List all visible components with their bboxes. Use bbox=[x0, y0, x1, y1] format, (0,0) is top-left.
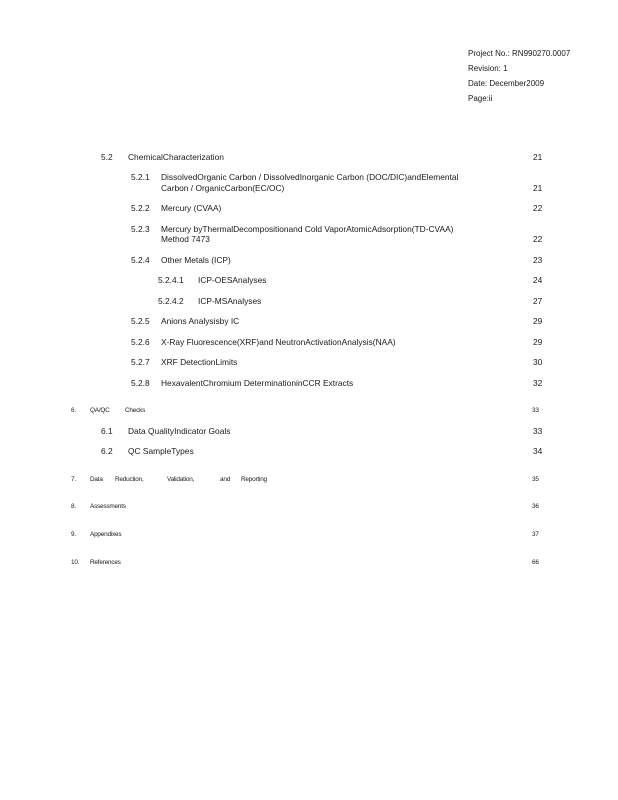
toc-number: 5.2.7 bbox=[131, 357, 150, 367]
toc-title-line1: Mercury byThermalDecompositionand Cold VaporAtomicAdsorption(TD-CVAA) bbox=[161, 224, 454, 234]
toc-title: Assessments bbox=[90, 503, 126, 510]
toc-title: Appendixes bbox=[90, 531, 122, 538]
toc-title: References bbox=[90, 559, 121, 566]
toc-title: Anions Analysisby IC bbox=[161, 316, 240, 326]
toc-page: 36 bbox=[532, 503, 539, 510]
toc-title: ChemicalCharacterization bbox=[128, 152, 224, 162]
toc-number: 5.2.5 bbox=[131, 316, 150, 326]
toc-title-part1: QA/QC bbox=[90, 407, 110, 414]
toc-number: 8. bbox=[71, 503, 76, 510]
toc-page: 66 bbox=[532, 559, 539, 566]
toc-page: 29 bbox=[533, 316, 543, 326]
toc-number: 5.2.2 bbox=[131, 203, 150, 213]
toc-page: 21 bbox=[533, 183, 543, 193]
toc-page: 22 bbox=[533, 234, 543, 244]
toc-title-line1: DissolvedOrganic Carbon / DissolvedInorganic Carbon (DOC/DIC)andElemental bbox=[161, 172, 459, 182]
toc-title: Data QualityIndicator Goals bbox=[128, 426, 231, 436]
toc-page: 30 bbox=[533, 357, 543, 367]
toc-title: QC SampleTypes bbox=[128, 446, 194, 456]
toc-number: 5.2.1 bbox=[131, 172, 150, 182]
toc-number: 5.2.4 bbox=[131, 255, 150, 265]
toc-title-line2: Carbon / OrganicCarbon(EC/OC) bbox=[161, 183, 285, 193]
toc-page: 32 bbox=[533, 378, 543, 388]
toc-number: 5.2.4.1 bbox=[158, 275, 184, 285]
revision: Revision: 1 bbox=[468, 64, 508, 73]
toc-number: 5.2.3 bbox=[131, 224, 150, 234]
toc-page: 33 bbox=[533, 426, 543, 436]
toc-number: 5.2.8 bbox=[131, 378, 150, 388]
toc-page: 33 bbox=[532, 407, 539, 414]
toc-page: 21 bbox=[533, 152, 543, 162]
toc-title: XRF DetectionLimits bbox=[161, 357, 238, 367]
toc-page: 27 bbox=[533, 296, 543, 306]
toc-title-part2: Checks bbox=[125, 407, 146, 414]
toc-page: 35 bbox=[532, 476, 539, 483]
toc-number: 6.2 bbox=[101, 446, 113, 456]
toc-page: 22 bbox=[533, 203, 543, 213]
toc-title: ICP-OESAnalyses bbox=[198, 275, 267, 285]
toc-title-word: Reduction, bbox=[115, 476, 144, 483]
page-number: Page:ii bbox=[468, 94, 493, 103]
toc-title: X-Ray Fluorescence(XRF)and NeutronActivationAnalysis(NAA) bbox=[161, 337, 396, 347]
toc-page: 34 bbox=[533, 446, 543, 456]
project-number: Project No.: RN990270.0007 bbox=[468, 49, 571, 58]
toc-page: 37 bbox=[532, 531, 539, 538]
toc-title-word: and bbox=[220, 476, 231, 483]
toc-title: Mercury (CVAA) bbox=[161, 203, 222, 213]
toc-title: Other Metals (ICP) bbox=[161, 255, 231, 265]
toc-number: 10. bbox=[71, 559, 80, 566]
toc-number: 9. bbox=[71, 531, 76, 538]
toc-page: 23 bbox=[533, 255, 543, 265]
toc-number: 7. bbox=[71, 476, 76, 483]
toc-number: 6. bbox=[71, 407, 76, 414]
toc-title: HexavalentChromium DeterminationinCCR Extracts bbox=[161, 378, 354, 388]
toc-title-word: Validation, bbox=[167, 476, 195, 483]
toc-number: 5.2 bbox=[101, 152, 113, 162]
toc-number: 5.2.6 bbox=[131, 337, 150, 347]
toc-title: ICP-MSAnalyses bbox=[198, 296, 262, 306]
toc-title-word: Data bbox=[90, 476, 103, 483]
toc-number: 6.1 bbox=[101, 426, 113, 436]
toc-title-line2: Method 7473 bbox=[161, 234, 210, 244]
date: Date: December2009 bbox=[468, 79, 545, 88]
toc-number: 5.2.4.2 bbox=[158, 296, 184, 306]
toc-title-word: Reporting bbox=[241, 476, 267, 483]
toc-page: 29 bbox=[533, 337, 543, 347]
toc-page: 24 bbox=[533, 275, 543, 285]
